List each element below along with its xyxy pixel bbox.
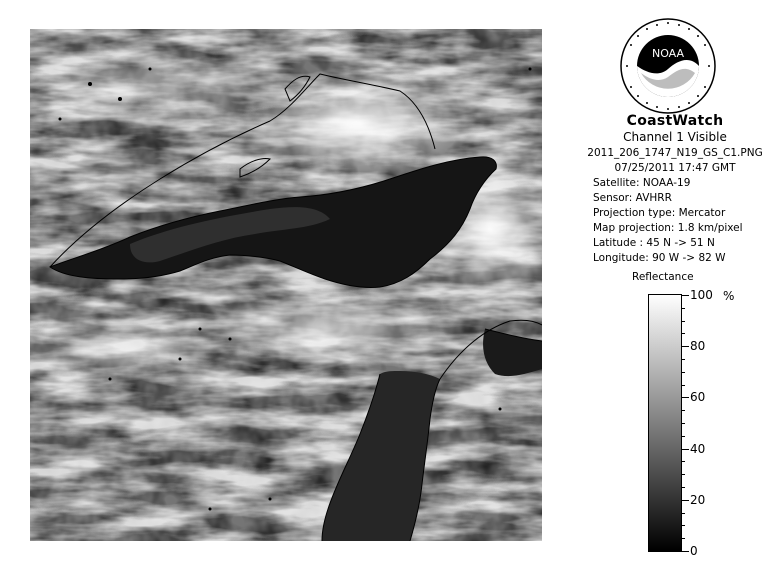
colorbar-tick-mark xyxy=(681,436,685,437)
colorbar-tick-mark xyxy=(681,423,685,424)
colorbar-tick-mark xyxy=(681,449,689,450)
colorbar-tick-label: 80 xyxy=(690,339,706,354)
colorbar-tick-label: 0 xyxy=(690,544,698,558)
noaa-logo xyxy=(619,17,717,115)
colorbar-tick-mark xyxy=(681,487,685,488)
colorbar-tick-mark xyxy=(681,551,689,552)
longitude-label: Longitude: 90 W -> 82 W xyxy=(593,252,726,264)
colorbar-tick-label: 60 xyxy=(690,390,706,405)
channel-subtitle: Channel 1 Visible xyxy=(623,130,727,144)
datetime-label: 07/25/2011 17:47 GMT xyxy=(614,162,736,174)
colorbar-tick-mark xyxy=(681,474,685,475)
colorbar-tick-label: 100 xyxy=(690,288,713,302)
colorbar-tick-mark xyxy=(681,461,685,462)
app-title: CoastWatch xyxy=(626,113,724,129)
filename-label: 2011_206_1747_N19_GS_C1.PNG xyxy=(587,147,763,159)
reflectance-colorbar xyxy=(648,294,682,552)
satellite-label: Satellite: NOAA-19 xyxy=(593,177,691,189)
colorbar-unit: % xyxy=(723,289,735,303)
latitude-label: Latitude : 45 N -> 51 N xyxy=(593,237,715,249)
colorbar-tick-label: 20 xyxy=(690,492,706,507)
colorbar-tick-mark xyxy=(681,410,685,411)
colorbar-tick-mark xyxy=(681,295,689,296)
sensor-label: Sensor: AVHRR xyxy=(593,192,672,204)
colorbar-tick-mark xyxy=(681,359,685,360)
colorbar-tick-mark xyxy=(681,385,685,386)
colorbar-tick-mark xyxy=(681,346,689,347)
colorbar-tick-mark xyxy=(681,397,689,398)
colorbar-tick-mark xyxy=(681,321,685,322)
colorbar-title: Reflectance xyxy=(632,271,694,283)
colorbar-tick-label: 40 xyxy=(690,441,706,456)
colorbar-tick-mark xyxy=(681,308,685,309)
projection-type-label: Projection type: Mercator xyxy=(593,207,726,219)
satellite-image xyxy=(30,29,542,541)
colorbar-tick-mark xyxy=(681,513,685,514)
colorbar-tick-mark xyxy=(681,538,685,539)
colorbar-tick-mark xyxy=(681,525,685,526)
colorbar-tick-mark xyxy=(681,372,685,373)
map-projection-label: Map projection: 1.8 km/pixel xyxy=(593,222,743,234)
logo-text: NOAA xyxy=(651,47,685,60)
colorbar-tick-mark xyxy=(681,333,685,334)
colorbar-tick-mark xyxy=(681,500,689,501)
